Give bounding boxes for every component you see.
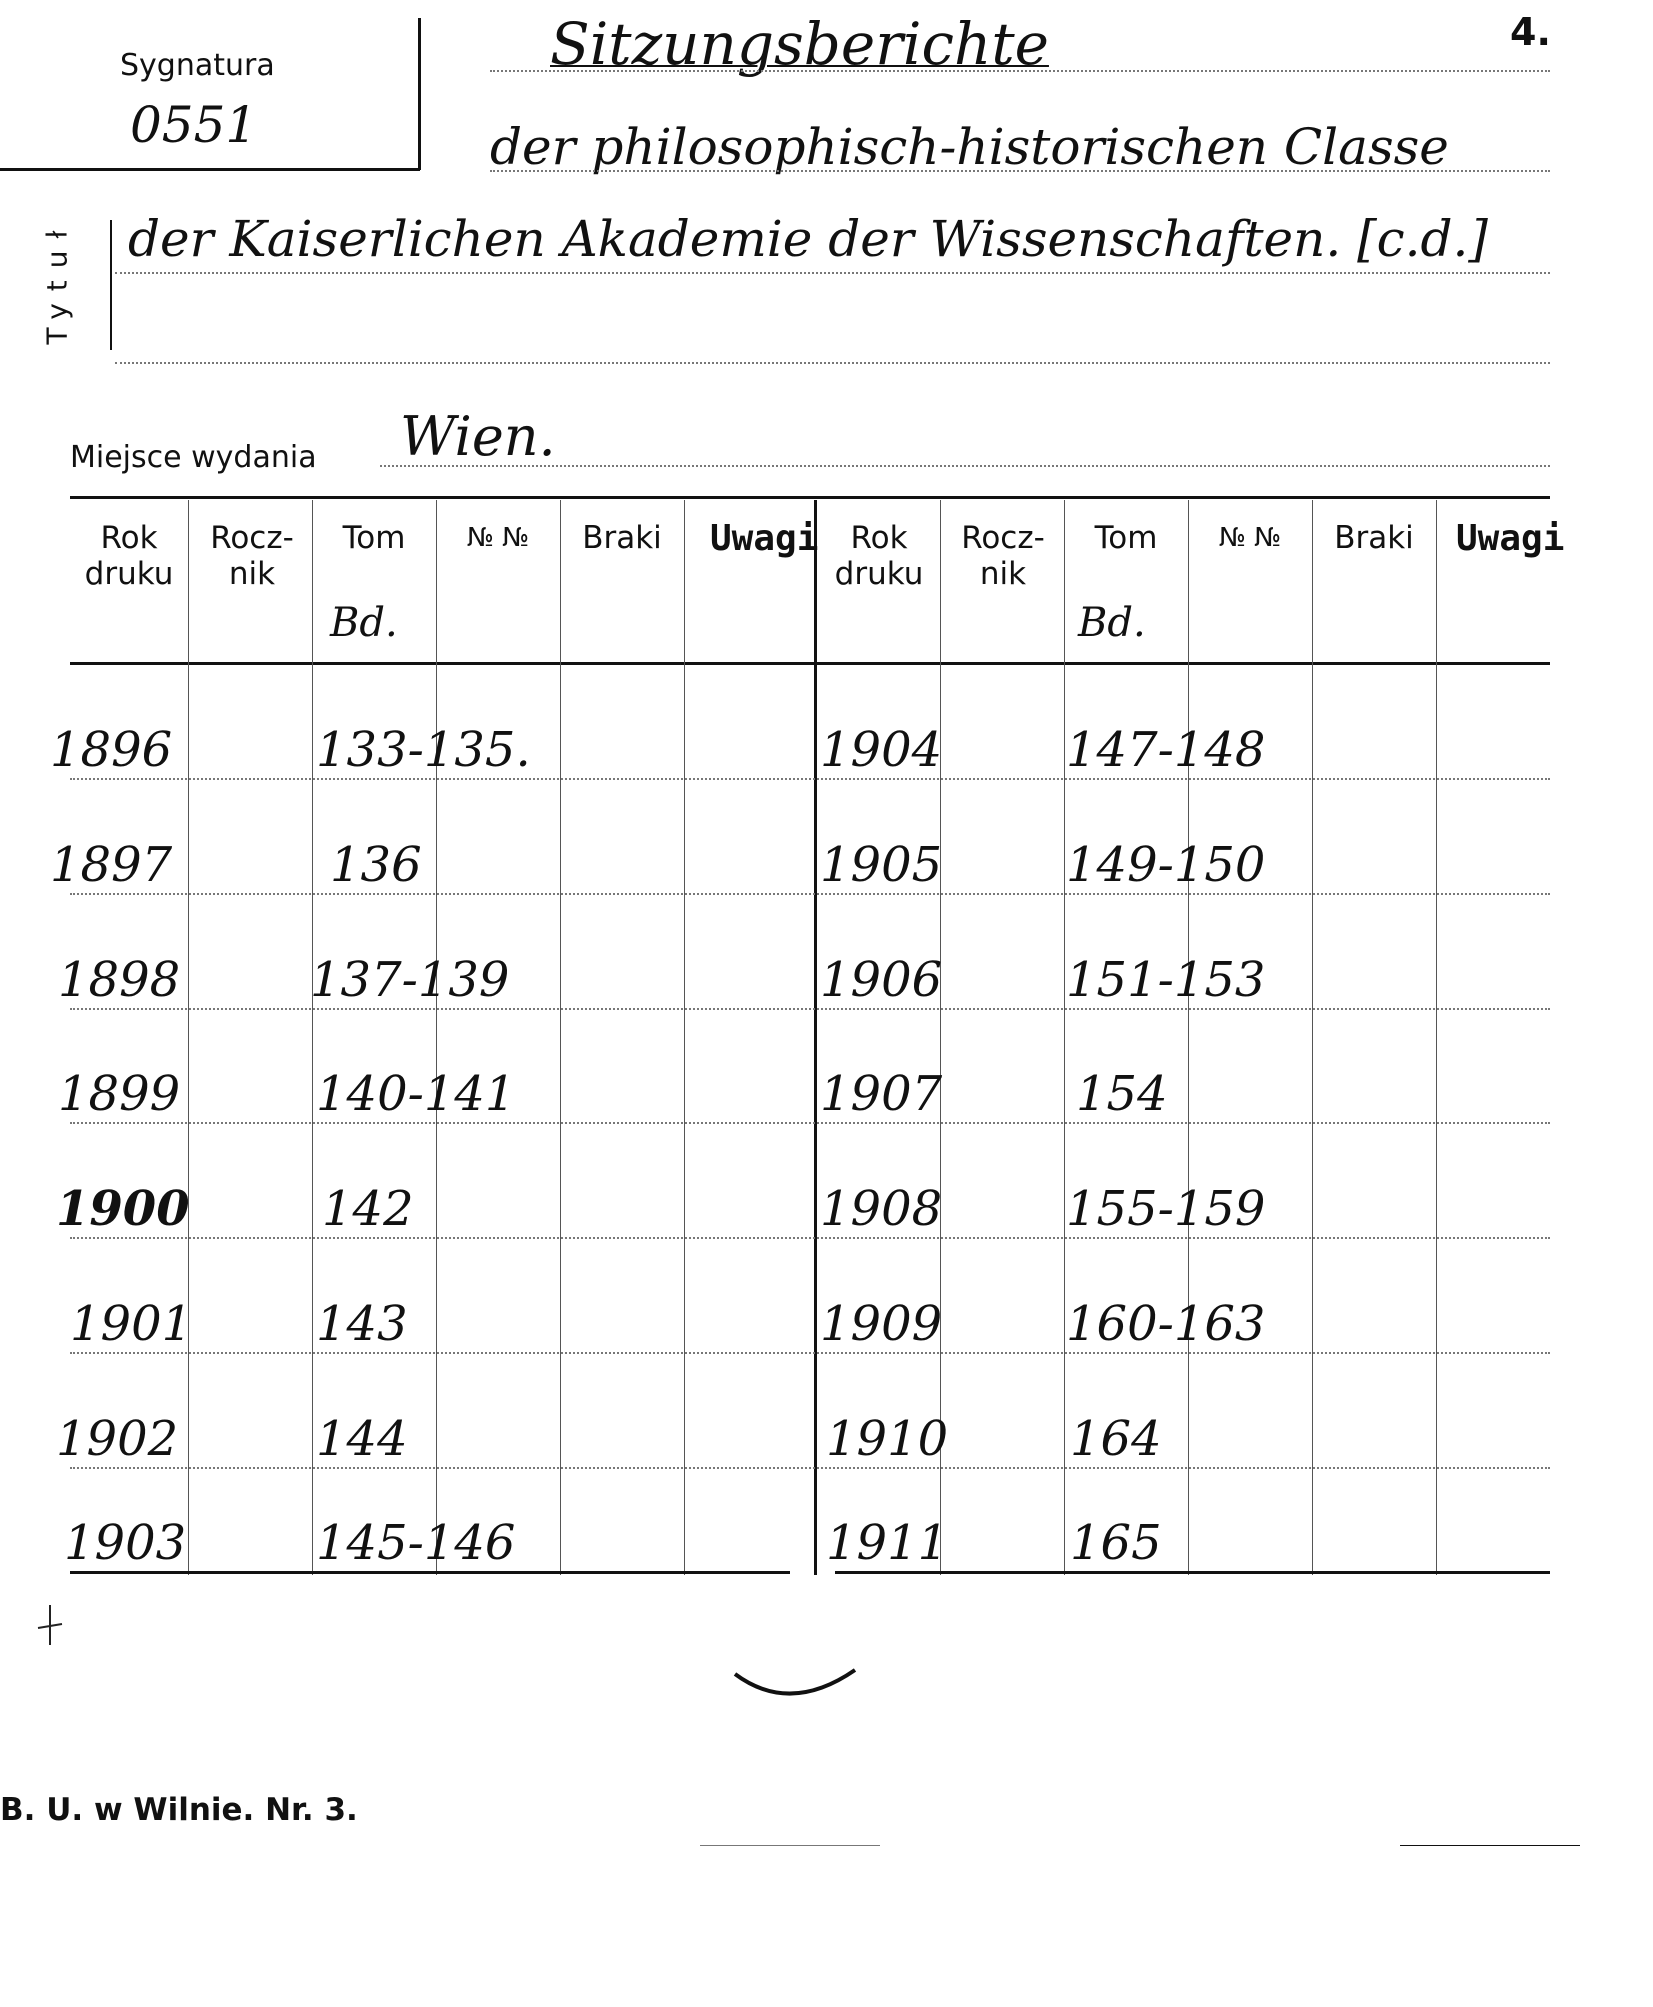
header-braki-left: Braki: [582, 520, 662, 556]
title-bracket: [110, 220, 112, 350]
header-tom-right: Tom: [1094, 520, 1158, 556]
right-row-3-tom: 151-153: [1066, 952, 1266, 1008]
signature-label: Sygnatura: [120, 48, 275, 83]
header-uwagi-right: Uwagi: [1456, 518, 1565, 559]
left-row-1-tom: 133-135.: [316, 722, 531, 778]
col-sep-10: [1312, 500, 1313, 1575]
left-row-4-tom: 140-141: [316, 1066, 516, 1122]
left-row-2-tom: 136: [330, 837, 422, 893]
title-line-2-rule: [490, 170, 1550, 172]
row-rule-6: [70, 1352, 1550, 1354]
left-row-8-tom: 145-146: [316, 1515, 516, 1571]
header-braki-right: Braki: [1334, 520, 1414, 556]
col-sep-1: [188, 500, 189, 1575]
title-line-1: Sitzungsberichte: [550, 10, 1049, 78]
row-rule-2: [70, 893, 1550, 895]
title-field-label-text: Tytuł: [40, 218, 74, 345]
right-row-7-tom: 164: [1070, 1411, 1162, 1467]
right-row-6-tom: 160-163: [1066, 1296, 1266, 1352]
right-row-4-tom: 154: [1076, 1066, 1168, 1122]
cross-mark: [30, 1600, 70, 1650]
right-row-8-year: 1911: [826, 1515, 949, 1571]
right-row-4-year: 1907: [820, 1066, 943, 1122]
left-row-7-tom: 144: [316, 1411, 408, 1467]
pencil-mark: [720, 1660, 870, 1720]
header-rocznik-right: Rocz-nik: [961, 520, 1045, 592]
right-row-7-year: 1910: [826, 1411, 949, 1467]
header-uwagi-left: Uwagi: [710, 518, 819, 559]
left-row-3-year: 1898: [58, 952, 181, 1008]
table-bottom-rule-left: [70, 1571, 790, 1574]
card-number: 4.: [1510, 10, 1551, 54]
right-row-5-year: 1908: [820, 1181, 943, 1237]
left-row-3-tom: 137-139: [310, 952, 510, 1008]
col-sep-5: [684, 500, 685, 1575]
place-rule: [380, 465, 1550, 467]
title-line-3: der Kaiserlichen Akademie der Wissenschaften. [c.d.]: [128, 210, 1488, 268]
col-sep-8: [1064, 500, 1065, 1575]
table-header-rule: [70, 662, 1550, 665]
left-row-7-year: 1902: [56, 1411, 179, 1467]
col-sep-3: [436, 500, 437, 1575]
col-sep-middle: [814, 500, 817, 1575]
header-numery-left: № №: [466, 523, 530, 553]
title-line-2: der philosophisch-historischen Classe: [490, 118, 1449, 176]
right-row-8-tom: 165: [1070, 1515, 1162, 1571]
left-row-5-tom: 142: [322, 1181, 414, 1237]
title-field-label: [40, 205, 90, 365]
footer-rule-right: [1400, 1845, 1580, 1846]
place-value: Wien.: [400, 405, 556, 468]
header-tom-left: Tom: [342, 520, 406, 556]
row-rule-4: [70, 1122, 1550, 1124]
footer-rule-mid: [700, 1845, 880, 1846]
left-row-8-year: 1903: [64, 1515, 187, 1571]
row-rule-3: [70, 1008, 1550, 1010]
place-label: Miejsce wydania: [70, 440, 317, 475]
left-row-1-year: 1896: [50, 722, 173, 778]
left-row-2-year: 1897: [50, 837, 173, 893]
header-rok-druku-right: Rok druku: [834, 520, 924, 592]
title-line-3-rule: [115, 272, 1550, 274]
header-rok-druku-left: Rok druku: [84, 520, 174, 592]
header-tom-note-left: Bd.: [330, 600, 398, 646]
header-tom-note-right: Bd.: [1078, 600, 1146, 646]
signature-box-right: [418, 18, 421, 170]
right-row-2-year: 1905: [820, 837, 943, 893]
left-row-4-year: 1899: [58, 1066, 181, 1122]
col-sep-11: [1436, 500, 1437, 1575]
table-top-rule: [70, 496, 1550, 499]
table-bottom-rule-right: [835, 1571, 1550, 1574]
title-line-1-rule: [490, 70, 1550, 72]
col-sep-9: [1188, 500, 1189, 1575]
right-row-1-tom: 147-148: [1066, 722, 1266, 778]
right-row-3-year: 1906: [820, 952, 943, 1008]
header-numery-right: № №: [1218, 523, 1282, 553]
right-row-1-year: 1904: [820, 722, 943, 778]
title-line-4-rule: [115, 362, 1550, 364]
col-sep-2: [312, 500, 313, 1575]
right-row-5-tom: 155-159: [1066, 1181, 1266, 1237]
left-row-6-year: 1901: [70, 1296, 193, 1352]
signature-box-bottom: [0, 168, 420, 171]
row-rule-7: [70, 1467, 1550, 1469]
right-row-6-year: 1909: [820, 1296, 943, 1352]
right-row-2-tom: 149-150: [1066, 837, 1266, 893]
left-row-5-year: 1900: [56, 1181, 190, 1237]
row-rule-5: [70, 1237, 1550, 1239]
signature-value: 0551: [130, 96, 258, 154]
header-rocznik-left: Rocz-nik: [210, 520, 294, 592]
left-row-6-tom: 143: [316, 1296, 408, 1352]
row-rule-1: [70, 778, 1550, 780]
col-sep-4: [560, 500, 561, 1575]
footer-imprint: B. U. w Wilnie. Nr. 3.: [0, 1792, 358, 1828]
